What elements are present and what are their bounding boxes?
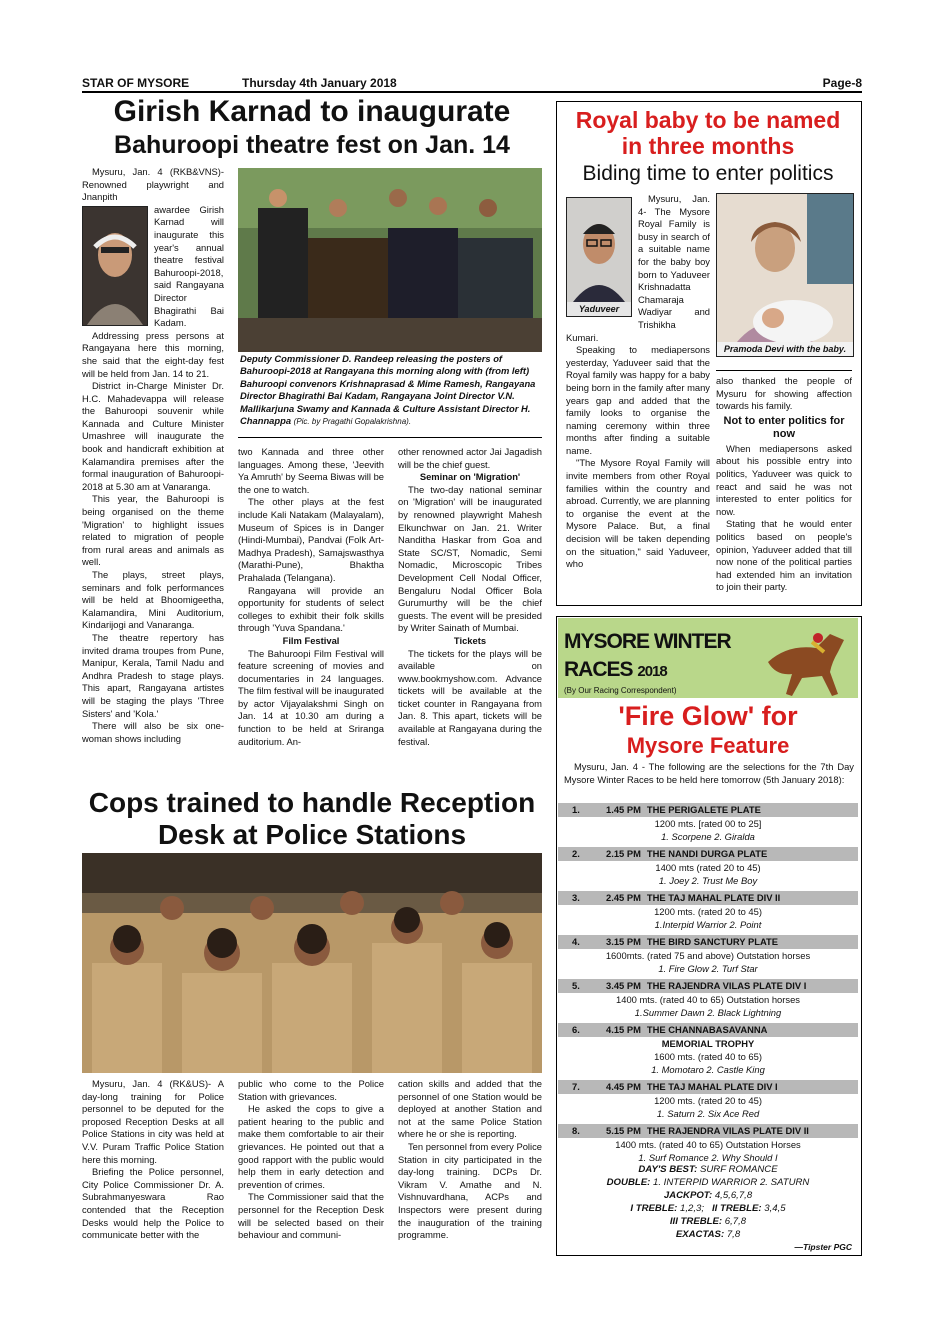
races-intro-text: Mysuru, Jan. 4 - The following are the selections for the 7th Day Mysore Winter Races to be held here tomorrow (5th January 2018):	[564, 761, 854, 785]
racing-byline: (By Our Racing Correspondent)	[564, 686, 677, 695]
poster-release-photo	[238, 168, 542, 352]
double-label: DOUBLE:	[606, 1177, 651, 1188]
royal-paragraph: Speaking to mediapersons yesterday, Yaduveer said that the Royal family was happy for a baby being born in the family after many years gap and added that the family looks to organise the naming ceremony within three months after finding a suitable name.	[566, 344, 710, 456]
jackpot-value: 4,5,6,7,8	[714, 1190, 753, 1201]
publication-name: STAR OF MYSORE	[82, 76, 190, 90]
race-selections-table	[558, 803, 858, 1168]
politics-subhead: Not to enter politics for now	[723, 414, 845, 440]
tipster: —Tipster PGC	[794, 1242, 852, 1252]
royal-column-1	[566, 193, 710, 571]
race-picks: 1.Summer Dawn 2. Black Lightning	[634, 1007, 782, 1018]
race-number: 6.	[572, 1024, 580, 1035]
film-festival-subhead: Film Festival	[282, 634, 340, 646]
race-picks: 1. Joey 2. Trust Me Boy	[658, 875, 758, 886]
race-row-header	[558, 803, 858, 817]
race-number: 5.	[572, 980, 580, 991]
seminar-subhead: Seminar on 'Migration'	[419, 471, 521, 483]
photo-credit: (Pic. by Pragathi Gopalakrishna).	[293, 417, 412, 427]
races-year: 2018	[637, 663, 667, 680]
race-title: THE NANDI DURGA PLATE	[646, 848, 768, 859]
race-detail: 1200 mts. [rated 00 to 25]	[654, 818, 762, 829]
karnad-paragraph: District in-Charge Minister Dr. H.C. Mahadevappa will release the Bahuroopi souvenir while Kannada and Culture Minister Umashree will inaugurate the book and handicraft exhibition at Kalamandira premises after the formal inauguration of Bahuroopi-2018 at 5.30 am at Vanaranga.	[82, 380, 224, 492]
double	[558, 1176, 858, 1189]
race-picks: 1. Momotaro 2. Castle King	[651, 1064, 765, 1075]
karnad-paragraph: The plays, street plays, seminars and folk performances will be held at Bhoomigeetha, Kalamandira, Mini Auditorium, Kindarijogi and Vanaranga.	[82, 569, 224, 631]
race-title: THE BIRD SANCTURY PLATE	[646, 936, 779, 947]
race-row-header	[558, 891, 858, 905]
royal-intro: Mysuru, Jan. 4- The Mysore Royal Family is busy in search of a suitable name for the baby boy born to Yaduveer Krishnadatta Chamaraja Wadiyar and Trishikha Kumari.	[566, 193, 710, 343]
tickets-subhead: Tickets	[453, 634, 487, 646]
races-banner-title: MYSORE WINTER	[564, 630, 731, 653]
cops-paragraph: public who come to the Police Station with grievances.	[238, 1078, 384, 1102]
race-time: 4.45 PM	[606, 1081, 641, 1092]
jackpot-label: JACKPOT:	[663, 1190, 713, 1201]
police-photo-svg	[82, 853, 542, 1073]
treble1-label: I TREBLE:	[630, 1203, 678, 1214]
races-headline-2: Mysore Feature	[626, 733, 790, 758]
royal-paragraph: "The Mysore Royal Family will invite members from other Royal families within the country and abroad. Currently, we are planning to organise the event at the Mysore Palace. But, a final decision will be taken depending on the situation," said Yaduveer, who	[566, 457, 710, 570]
royal-subhead: Biding time to enter politics	[582, 162, 834, 185]
race-row	[558, 891, 858, 931]
race-time: 1.45 PM	[606, 804, 641, 815]
karnad-paragraph: The tickets for the plays will be available on www.bookmyshow.com. Advance tickets will be available at the ticket counter in Rangayana from Jan. 8. This apart, tickets will be available at Rangayana during the festival.	[398, 647, 542, 747]
race-row	[558, 1023, 858, 1076]
page-number: Page-8	[822, 76, 862, 90]
cops-column-1	[82, 1078, 224, 1242]
days-best-label: DAY'S BEST:	[638, 1164, 698, 1175]
cops-paragraph: The Commissioner said that the personnel for the Reception Desk will be selected based on their behaviour and communi-	[238, 1191, 384, 1241]
cops-headline-1: Cops trained to handle Reception	[88, 787, 536, 818]
cops-column-2	[238, 1078, 384, 1242]
royal-headline-2: in three months	[621, 133, 795, 159]
races-intro	[564, 761, 854, 786]
race-picks: 1.Interpid Warrior 2. Point	[654, 919, 762, 930]
portrait-svg	[83, 207, 147, 325]
karnad-paragraph: Rangayana will provide an opportunity for students of select colleges to exhibit their folk skills through 'Yuva Spandana.'	[238, 584, 384, 634]
masthead-rule	[82, 91, 862, 93]
race-time: 2.15 PM	[606, 848, 641, 859]
royal-column-2	[716, 375, 852, 594]
race-picks: 1. Scorpene 2. Giralda	[661, 831, 755, 842]
race-number: 1.	[572, 804, 580, 815]
race-number: 4.	[572, 936, 580, 947]
race-summary	[558, 1163, 858, 1254]
race-picks: 1. Surf Romance 2. Why Should I	[638, 1152, 778, 1163]
cops-paragraph: cation skills and added that the personnel of one Station would be deployed at another Station and not at the same Police Station where he or she is reporting.	[398, 1078, 542, 1140]
karnad-paragraph: The theatre repertory has invited drama troupes from Pune, Manipur, Kerala, Tamil Nadu and Andhra Pradesh to stage plays. This apart, Rangayana artistes will be staging the plays 'Three Sisters' and 'Kola.'	[82, 631, 224, 719]
issue-date: Thursday 4th January 2018	[242, 76, 397, 90]
cops-headline-2: Desk at Police Stations	[157, 819, 467, 850]
cops-column-3	[398, 1078, 542, 1242]
race-number: 8.	[572, 1125, 580, 1136]
karnad-paragraph: There will also be six one-woman shows including	[82, 720, 224, 744]
days-best	[558, 1163, 858, 1176]
cops-paragraph: Briefing the Police personnel, City Police Commissioner Dr. A. Subrahmanyeswara Rao contended that the Reception Desks would help the Police to communicate better with the	[82, 1166, 224, 1241]
exactas-label: EXACTAS:	[675, 1229, 725, 1240]
race-title: THE PERIGALETE PLATE	[646, 804, 761, 815]
race-detail: 1200 mts. (rated 20 to 45)	[654, 1095, 762, 1106]
race-detail: 1400 mts (rated 20 to 45)	[655, 862, 761, 873]
karnad-lead-wrap: awardee Girish Karnad will inaugurate this year's annual theatre festival Bahuroopi-2018, said Rangayana Director Bhagirathi Bai Kadam.	[154, 203, 224, 329]
poster-photo-svg	[238, 168, 542, 352]
race-row-header	[558, 1124, 858, 1138]
karnad-paragraph: This year, the Bahuroopi is being organised on the theme 'Migration' to highlight issues related to migration of people from rural areas and animals as well.	[82, 493, 224, 568]
karnad-paragraph: The two-day national seminar on 'Migration' will be inaugurated by renowned playwright Mahesh Elkunchwar on Jan. 21. Writer Nanditha Haskar from Goa and State SC/ST, Nomadic, Semi Nomadic, Microscopic Tribes Development Cell Nodal Officer, Bengaluru Nodal Officer Bola Gurumurthy will be the chief guests. The event will be presided by Writer Sainath of Mumbai.	[398, 483, 542, 634]
race-row-header	[558, 935, 858, 949]
karnad-intro: Mysuru, Jan. 4 (RKB&VNS)- Renowned playwright and Jnanpith	[82, 166, 224, 203]
race-row	[558, 1080, 858, 1120]
cops-paragraph: Ten personnel from every Police Station in city participated in the day-long training. DCPs Dr. Vikram V. Amathe and N. Vishnuvardhana, ACPs and Inspectors were present during the inauguration of the training programme.	[398, 1140, 542, 1241]
police-training-photo	[82, 853, 542, 1073]
race-time: 2.45 PM	[606, 892, 641, 903]
royal-paragraph: also thanked the people of Mysuru for showing affection towards his family.	[716, 375, 852, 412]
treble2-label: II TREBLE:	[712, 1203, 762, 1214]
treble3	[558, 1215, 858, 1228]
treble1-value: 1,2,3;	[679, 1203, 704, 1214]
treble3-value: 6,7,8	[724, 1216, 747, 1227]
poster-photo-caption	[240, 353, 542, 428]
race-row	[558, 847, 858, 887]
race-title: THE TAJ MAHAL PLATE DIV I	[646, 1081, 778, 1092]
yaduveer-svg	[567, 198, 631, 302]
race-row-header	[558, 847, 858, 861]
races-word: RACES	[564, 658, 633, 681]
yaduveer-portrait	[566, 197, 632, 317]
race-number: 3.	[572, 892, 580, 903]
races-banner-races	[564, 658, 667, 682]
days-best-value: SURF ROMANCE	[699, 1164, 778, 1175]
race-number: 7.	[572, 1081, 580, 1092]
race-row-header	[558, 1080, 858, 1094]
karnad-column-1	[82, 166, 224, 745]
race-row	[558, 803, 858, 843]
horse-icon	[758, 622, 854, 698]
karnad-paragraph: The other plays at the fest include Kali Natakam (Malayalam), Museum of Spices is in Danger (Hindi-Mumbai), Pandvai (Folk Art-Madhya Pradesh), Samajswasthya (Marathi-Pune), Bhaktha Prahalada (Telangana).	[238, 496, 384, 583]
caption-rule	[238, 437, 542, 438]
race-number: 2.	[572, 848, 580, 859]
trebles	[558, 1202, 858, 1215]
race-picks: 1. Fire Glow 2. Turf Star	[658, 963, 758, 974]
exactas	[558, 1228, 858, 1241]
photo-rule	[716, 370, 852, 371]
races-headline-1: 'Fire Glow' for	[618, 701, 798, 731]
karnad-headline-2: Bahuroopi theatre fest on Jan. 14	[114, 131, 510, 159]
karnad-paragraph: The Bahuroopi Film Festival will feature screening of movies and documentaries in 24 languages. The film festival will be inaugurated by actor Vijayalakshmi Singh on Jan. 14 at 10.30 am during a function to be held at Sriranga auditorium. An-	[238, 647, 384, 747]
pramoda-devi-photo	[716, 193, 854, 357]
royal-paragraph: When mediapersons asked about his possible entry into politics, Yaduveer was quick to react and said he was not interested to enter politics for now.	[716, 442, 852, 517]
race-time: 3.45 PM	[606, 980, 641, 991]
jackpot	[558, 1189, 858, 1202]
race-row	[558, 1124, 858, 1164]
karnad-paragraph: two Kannada and three other languages. Among these, 'Jeevith Ya Amruth' by Seema Biwas will be the one to watch.	[238, 446, 384, 495]
race-row	[558, 979, 858, 1019]
karnad-paragraph: other renowned actor Jai Jagadish will be the chief guest.	[398, 446, 542, 470]
race-detail: 1600 mts. (rated 40 to 65)	[654, 1051, 762, 1062]
race-row-header	[558, 979, 858, 993]
royal-paragraph: Stating that he would enter politics based on people's opinion, Yaduveer added that till now none of the political parties had extended him an invitation to join their party.	[716, 518, 852, 593]
race-title-cont: MEMORIAL TROPHY	[661, 1038, 755, 1049]
race-time: 5.15 PM	[606, 1125, 641, 1136]
caption-text: Deputy Commissioner D. Randeep releasing the posters of Bahuroopi-2018 at Rangayana this morning along with (from left) Bahuroopi convenors Krishnaprasad & Mime Ramesh, Rangayana Director Bhagirathi Bai Kadam, Rangayana Joint Director V.N. Mallikarjuna Swamy and Kannada & Culture Assistant Director H. Channappa	[240, 353, 536, 427]
race-title: THE CHANNABASAVANNA	[646, 1024, 768, 1035]
race-row	[558, 935, 858, 975]
race-picks: 1. Saturn 2. Six Ace Red	[656, 1108, 760, 1119]
treble2-value: 3,4,5	[764, 1203, 786, 1214]
royal-headline-1: Royal baby to be named	[575, 107, 841, 133]
race-detail: 1600mts. (rated 75 and above) Outstation horses	[605, 950, 811, 961]
race-time: 4.15 PM	[606, 1024, 641, 1035]
karnad-headline-1: Girish Karnad to inaugurate	[113, 95, 511, 128]
race-title: THE RAJENDRA VILAS PLATE DIV II	[646, 1125, 809, 1136]
karnad-column-2	[238, 446, 384, 748]
cops-paragraph: He asked the cops to give a patient hearing to the public and make them comfortable to air their grievances. He pointed out that a good rapport with the public would help them in early detection and prevention of crimes.	[238, 1103, 384, 1190]
karnad-portrait	[82, 206, 148, 326]
race-time: 3.15 PM	[606, 936, 641, 947]
double-value: 1. INTERPID WARRIOR 2. SATURN	[653, 1177, 810, 1188]
race-detail: 1200 mts. (rated 20 to 45)	[654, 906, 762, 917]
yaduveer-caption: Yaduveer	[567, 302, 631, 316]
treble3-label: III TREBLE:	[669, 1216, 723, 1227]
karnad-column-3	[398, 446, 542, 748]
karnad-paragraph: Addressing press persons at Rangayana here this morning, she said that the eight-day fest will be held from Jan. 14 to 21.	[82, 329, 224, 379]
cops-paragraph: Mysuru, Jan. 4 (RK&US)- A day-long training for Police personnel to be deputed for the proposed Reception Desks at all Police Stations in city was held at V.V. Puram Traffic Police Station here this morning.	[82, 1078, 224, 1165]
pramoda-svg	[717, 194, 853, 356]
exactas-value: 7,8	[726, 1229, 741, 1240]
masthead	[82, 74, 862, 92]
race-detail: 1400 mts. (rated 40 to 65) Outstation horses	[616, 994, 800, 1005]
race-row-header	[558, 1023, 858, 1037]
race-title: THE RAJENDRA VILAS PLATE DIV I	[646, 980, 807, 991]
race-title: THE TAJ MAHAL PLATE DIV II	[646, 892, 781, 903]
races-banner	[558, 618, 858, 698]
race-detail: 1400 mts. (rated 40 to 65) Outstation Horses	[615, 1139, 801, 1150]
pramoda-caption: Pramoda Devi with the baby.	[717, 342, 853, 356]
